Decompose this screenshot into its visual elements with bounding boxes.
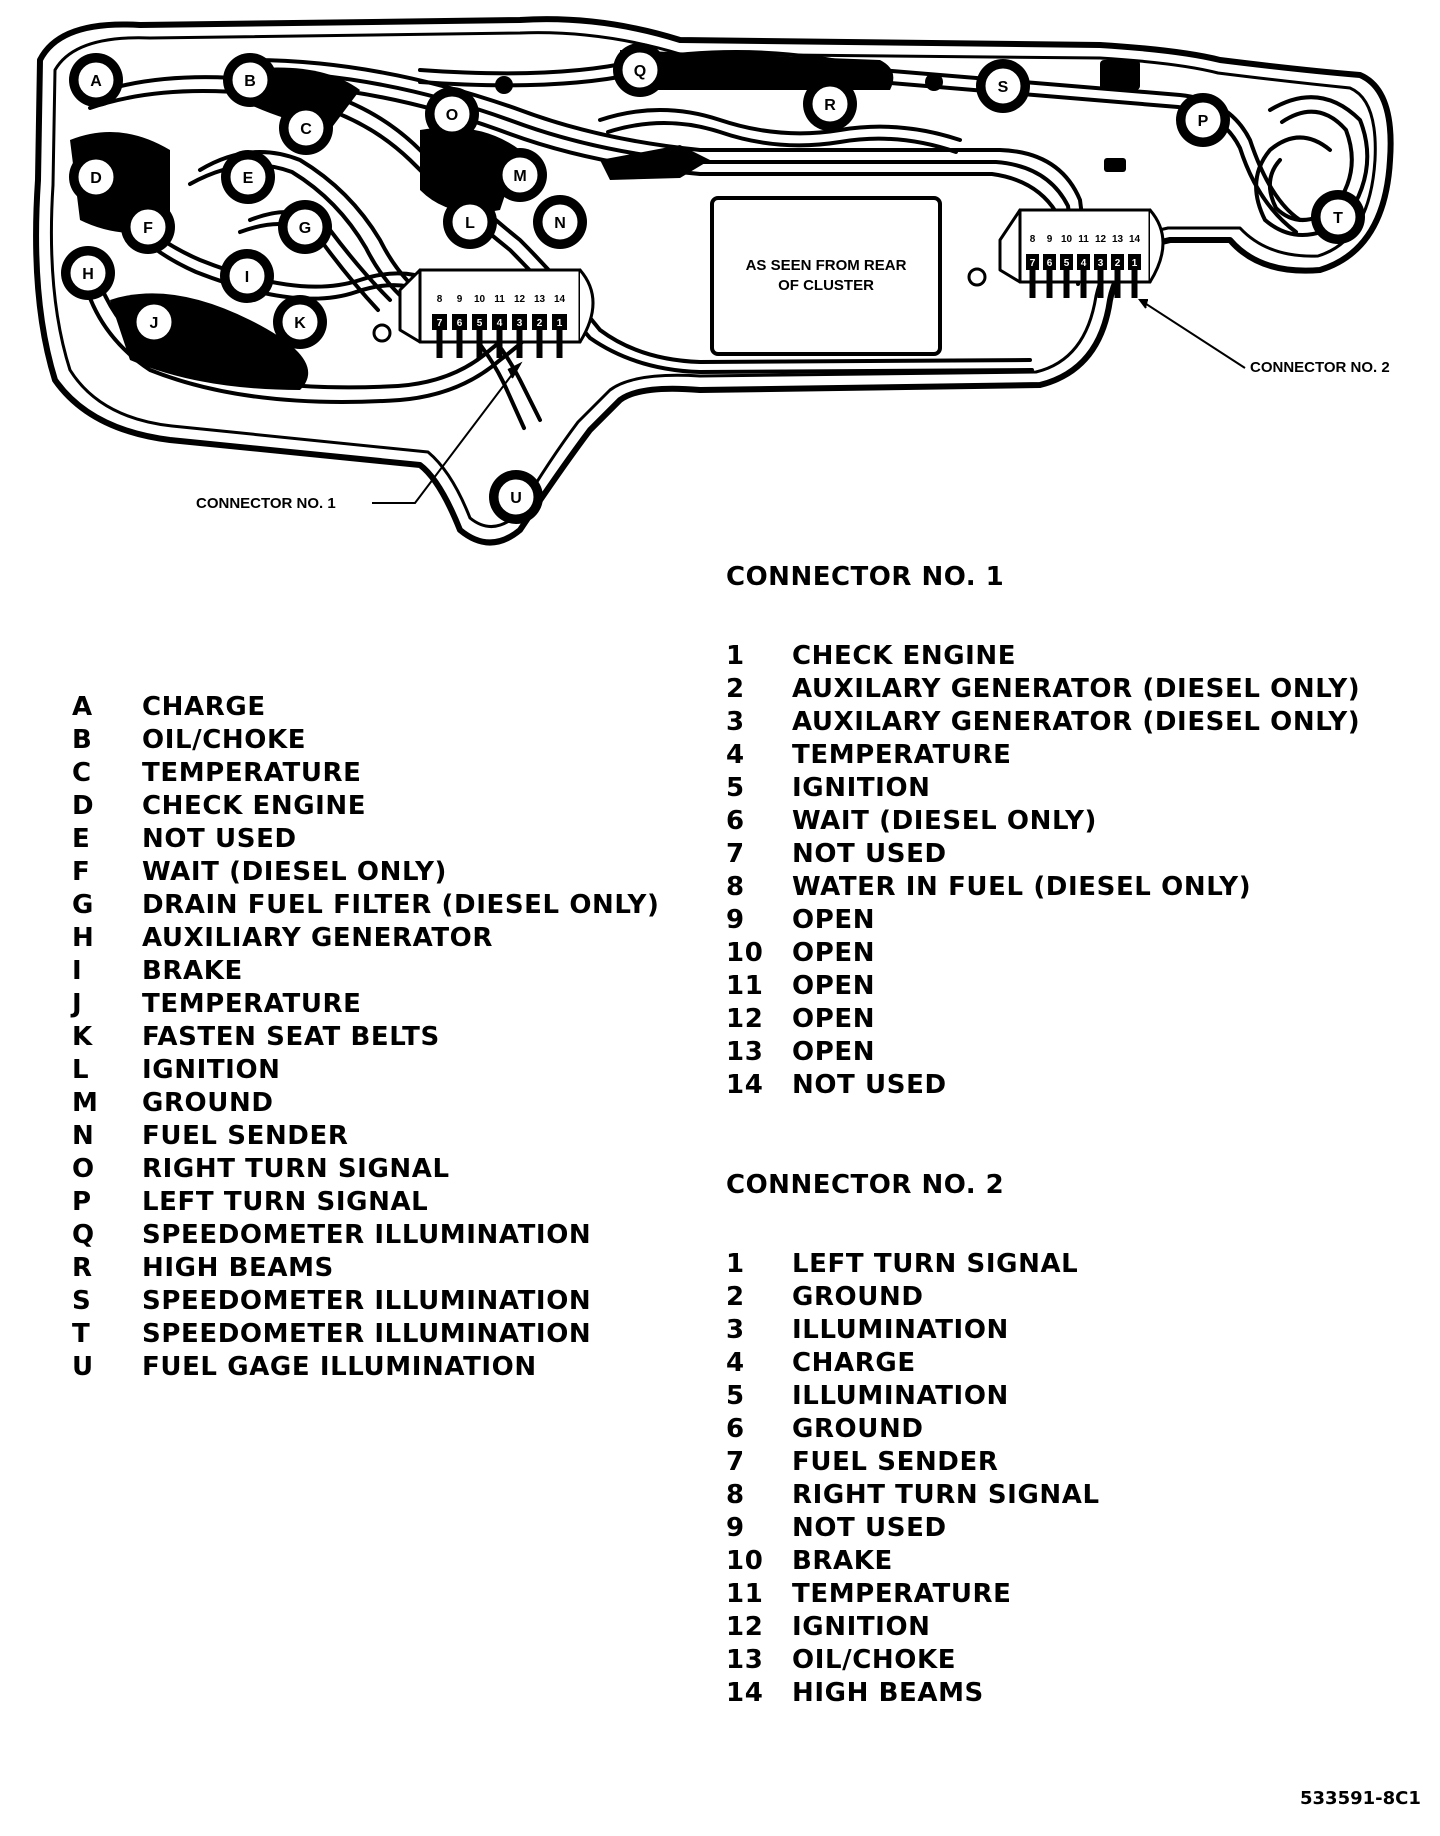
list-item — [72, 1087, 659, 1120]
item-key: E — [72, 824, 91, 854]
list-item — [726, 1413, 1100, 1446]
list-item — [726, 1611, 1100, 1644]
item-key: 8 — [726, 1480, 745, 1510]
item-label: GROUND — [792, 1282, 924, 1312]
item-key: 6 — [726, 1414, 745, 1444]
item-label: HIGH BEAMS — [142, 1253, 334, 1283]
pin-number-top: 13 — [533, 294, 546, 305]
pin-lead — [1030, 270, 1036, 298]
pin-number-top: 14 — [1128, 234, 1141, 245]
connector-2-table — [726, 1170, 1100, 1710]
item-label: OPEN — [792, 1037, 876, 1067]
item-label: IGNITION — [792, 773, 931, 803]
list-item — [726, 1347, 1100, 1380]
connector-2-callout: CONNECTOR NO. 2 — [1250, 359, 1390, 376]
list-item — [72, 1153, 659, 1186]
pin-number-bottom: 4 — [1080, 258, 1087, 269]
bulb-socket — [223, 53, 277, 107]
list-item — [72, 1054, 659, 1087]
item-key: K — [72, 1022, 93, 1052]
item-key: 11 — [726, 971, 764, 1001]
pin-number-top: 12 — [1094, 234, 1107, 245]
list-item — [72, 724, 659, 757]
list-item — [726, 1644, 1100, 1677]
document-id: 533591-8C1 — [1300, 1788, 1421, 1809]
printed-circuit-diagram — [0, 0, 1440, 560]
pin-number-top: 10 — [1060, 234, 1073, 245]
list-item — [72, 856, 659, 889]
connector-1-table — [726, 562, 1360, 1102]
item-key: Q — [72, 1220, 95, 1250]
list-item — [72, 922, 659, 955]
pin-lead — [1064, 270, 1070, 298]
item-key: 6 — [726, 806, 745, 836]
pin-number-bottom: 1 — [556, 318, 563, 329]
item-label: IGNITION — [792, 1612, 931, 1642]
bulb-letter: N — [554, 215, 566, 232]
item-key: G — [72, 890, 94, 920]
item-label: TEMPERATURE — [142, 758, 362, 788]
pin-lead — [477, 330, 483, 358]
item-label: LEFT TURN SIGNAL — [142, 1187, 429, 1217]
item-label: CHARGE — [792, 1348, 916, 1378]
bulb-letter: H — [82, 266, 94, 283]
bulb-letter: F — [143, 220, 153, 237]
item-key: S — [72, 1286, 92, 1316]
pin-number-top: 9 — [456, 294, 463, 305]
bulb-socket — [127, 295, 181, 349]
list-item — [72, 1285, 659, 1318]
bulb-socket — [69, 150, 123, 204]
bulb-socket — [221, 150, 275, 204]
item-key: P — [72, 1187, 92, 1217]
item-key: F — [72, 857, 91, 887]
connector-1-title: CONNECTOR NO. 1 — [726, 562, 1005, 592]
bulb-socket — [61, 246, 115, 300]
list-item — [726, 706, 1360, 739]
list-item — [72, 889, 659, 922]
list-item — [726, 805, 1360, 838]
solid-copper-areas — [70, 50, 1140, 390]
item-label: NOT USED — [792, 839, 947, 869]
pin-lead — [1098, 270, 1104, 298]
bulb-letter: D — [90, 170, 102, 187]
item-key: 7 — [726, 1447, 745, 1477]
item-key: M — [72, 1088, 99, 1118]
bulb-letter: U — [510, 490, 522, 507]
item-key: 9 — [726, 1513, 745, 1543]
bulb-letter: L — [465, 215, 475, 232]
item-key: I — [72, 956, 83, 986]
item-label: OPEN — [792, 938, 876, 968]
list-item — [72, 1120, 659, 1153]
pin-number-bottom: 5 — [1063, 258, 1070, 269]
pin-lead — [1115, 270, 1121, 298]
list-item — [72, 1186, 659, 1219]
item-label: FUEL SENDER — [792, 1447, 999, 1477]
list-item — [726, 1479, 1100, 1512]
item-label: SPEEDOMETER ILLUMINATION — [142, 1319, 592, 1349]
bulb-letter: S — [997, 79, 1009, 96]
list-item — [72, 1219, 659, 1252]
item-key: 3 — [726, 1315, 745, 1345]
pin-number-top: 8 — [1029, 234, 1036, 245]
list-item — [72, 955, 659, 988]
pin-number-bottom: 7 — [436, 318, 443, 329]
item-key: C — [72, 758, 92, 788]
pin-lead — [437, 330, 443, 358]
bulb-socket — [425, 87, 479, 141]
item-key: 5 — [726, 1381, 745, 1411]
pin-lead — [1047, 270, 1053, 298]
pin-number-bottom: 7 — [1029, 258, 1036, 269]
item-key: 2 — [726, 674, 745, 704]
bulb-letter: P — [1197, 113, 1209, 130]
pin-number-top: 11 — [494, 294, 505, 305]
item-key: B — [72, 725, 93, 755]
item-key: J — [72, 989, 83, 1019]
list-item — [72, 988, 659, 1021]
list-item — [726, 1446, 1100, 1479]
item-label: ILLUMINATION — [792, 1381, 1009, 1411]
item-key: 12 — [726, 1612, 764, 1642]
item-label: FUEL GAGE ILLUMINATION — [142, 1352, 537, 1382]
bulb-socket — [273, 295, 327, 349]
bulb-socket — [443, 195, 497, 249]
pin-lead — [1081, 270, 1087, 298]
list-item — [726, 1677, 1100, 1710]
item-label: FUEL SENDER — [142, 1121, 349, 1151]
pin-number-top: 14 — [553, 294, 566, 305]
item-label: SPEEDOMETER ILLUMINATION — [142, 1220, 592, 1250]
item-key: 14 — [726, 1678, 764, 1708]
list-item — [726, 904, 1360, 937]
item-key: 2 — [726, 1282, 745, 1312]
item-label: GROUND — [142, 1088, 274, 1118]
bulb-socket — [533, 195, 587, 249]
list-item — [72, 790, 659, 823]
item-label: HIGH BEAMS — [792, 1678, 984, 1708]
bulb-letter: A — [90, 73, 102, 90]
list-item — [726, 1281, 1100, 1314]
list-item — [72, 823, 659, 856]
bulb-socket — [1176, 93, 1230, 147]
bulb-letter: R — [824, 97, 836, 114]
item-key: 13 — [726, 1037, 764, 1067]
bulb-socket — [976, 59, 1030, 113]
list-item — [72, 1021, 659, 1054]
pin-lead — [1132, 270, 1138, 298]
item-label: BRAKE — [142, 956, 243, 986]
item-key: 10 — [726, 938, 764, 968]
bulb-socket — [220, 249, 274, 303]
item-key: 4 — [726, 1348, 745, 1378]
item-label: OIL/CHOKE — [142, 725, 307, 755]
item-label: WATER IN FUEL (DIESEL ONLY) — [792, 872, 1252, 902]
bulb-socket — [613, 43, 667, 97]
pin-number-bottom: 2 — [1114, 258, 1121, 269]
item-label: DRAIN FUEL FILTER (DIESEL ONLY) — [142, 890, 660, 920]
list-item — [726, 1248, 1100, 1281]
list-item — [726, 1069, 1360, 1102]
pin-number-top: 9 — [1046, 234, 1053, 245]
item-label: TEMPERATURE — [142, 989, 362, 1019]
list-item — [726, 1578, 1100, 1611]
pin-number-bottom: 5 — [476, 318, 483, 329]
pin-number-bottom: 2 — [536, 318, 543, 329]
item-key: 4 — [726, 740, 745, 770]
item-label: CHECK ENGINE — [792, 641, 1017, 671]
item-label: SPEEDOMETER ILLUMINATION — [142, 1286, 592, 1316]
list-item — [72, 1351, 659, 1384]
item-label: RIGHT TURN SIGNAL — [142, 1154, 450, 1184]
item-key: T — [72, 1319, 91, 1349]
bulb-letter: M — [513, 168, 527, 185]
item-key: 7 — [726, 839, 745, 869]
list-item — [72, 1318, 659, 1351]
item-label: OIL/CHOKE — [792, 1645, 957, 1675]
item-label: TEMPERATURE — [792, 740, 1012, 770]
item-label: NOT USED — [142, 824, 297, 854]
bulb-socket — [493, 148, 547, 202]
pin-number-bottom: 1 — [1131, 258, 1138, 269]
bulb-socket — [278, 200, 332, 254]
bulb-legend — [72, 691, 659, 1384]
list-item — [72, 1252, 659, 1285]
item-key: R — [72, 1253, 93, 1283]
item-label: NOT USED — [792, 1513, 947, 1543]
bulb-letter: Q — [633, 63, 647, 80]
item-label: AUXILIARY GENERATOR — [142, 923, 493, 953]
item-label: CHARGE — [142, 692, 266, 722]
bulb-letter: B — [244, 73, 256, 90]
pin-lead — [517, 330, 523, 358]
list-item — [726, 772, 1360, 805]
bulb-letter: C — [300, 121, 312, 138]
list-item — [72, 691, 659, 724]
item-key: 1 — [726, 641, 745, 671]
bulb-socket — [279, 101, 333, 155]
item-key: N — [72, 1121, 95, 1151]
item-key: H — [72, 923, 95, 953]
pin-number-top: 10 — [473, 294, 486, 305]
list-item — [726, 937, 1360, 970]
bulb-letter: E — [242, 170, 254, 187]
item-key: 13 — [726, 1645, 764, 1675]
pin-number-bottom: 6 — [456, 318, 463, 329]
list-item — [726, 673, 1360, 706]
pin-lead — [557, 330, 563, 358]
pin-number-top: 11 — [1078, 234, 1089, 245]
bulb-letter: J — [149, 315, 159, 332]
bulb-letter: O — [445, 107, 459, 124]
bulb-socket — [69, 53, 123, 107]
item-label: WAIT (DIESEL ONLY) — [792, 806, 1097, 836]
item-key: 10 — [726, 1546, 764, 1576]
item-label: NOT USED — [792, 1070, 947, 1100]
bulb-letter: T — [1333, 210, 1343, 227]
rear-note-line-2: OF CLUSTER — [778, 277, 874, 294]
item-label: BRAKE — [792, 1546, 893, 1576]
item-label: GROUND — [792, 1414, 924, 1444]
list-item — [726, 1314, 1100, 1347]
bulb-socket — [489, 470, 543, 524]
pin-number-bottom: 3 — [516, 318, 523, 329]
bulb-letter: K — [294, 315, 306, 332]
pin-lead — [457, 330, 463, 358]
list-item — [726, 640, 1360, 673]
bulb-letter: G — [298, 220, 312, 237]
list-item — [726, 1003, 1360, 1036]
item-key: U — [72, 1352, 94, 1382]
item-key: L — [72, 1055, 90, 1085]
item-key: 9 — [726, 905, 745, 935]
pin-number-bottom: 6 — [1046, 258, 1053, 269]
pin-number-top: 12 — [513, 294, 526, 305]
item-label: TEMPERATURE — [792, 1579, 1012, 1609]
list-item — [726, 739, 1360, 772]
connector-2-title: CONNECTOR NO. 2 — [726, 1170, 1005, 1200]
item-key: 11 — [726, 1579, 764, 1609]
item-label: WAIT (DIESEL ONLY) — [142, 857, 447, 887]
item-key: 5 — [726, 773, 745, 803]
item-label: IGNITION — [142, 1055, 281, 1085]
item-label: OPEN — [792, 971, 876, 1001]
pin-number-bottom: 3 — [1097, 258, 1104, 269]
item-key: 8 — [726, 872, 745, 902]
item-label: FASTEN SEAT BELTS — [142, 1022, 440, 1052]
item-label: OPEN — [792, 1004, 876, 1034]
bulb-socket — [803, 77, 857, 131]
item-label: ILLUMINATION — [792, 1315, 1009, 1345]
item-key: D — [72, 791, 95, 821]
item-label: AUXILARY GENERATOR (DIESEL ONLY) — [792, 707, 1361, 737]
item-label: LEFT TURN SIGNAL — [792, 1249, 1079, 1279]
list-item — [726, 838, 1360, 871]
item-label: RIGHT TURN SIGNAL — [792, 1480, 1100, 1510]
list-item — [726, 970, 1360, 1003]
item-key: O — [72, 1154, 95, 1184]
rear-note-line-1: AS SEEN FROM REAR — [745, 257, 907, 274]
item-key: 3 — [726, 707, 745, 737]
item-key: 14 — [726, 1070, 764, 1100]
list-item — [72, 757, 659, 790]
connector-1-callout: CONNECTOR NO. 1 — [196, 495, 336, 512]
bulb-socket — [121, 200, 175, 254]
item-label: CHECK ENGINE — [142, 791, 367, 821]
list-item — [726, 1036, 1360, 1069]
item-key: 1 — [726, 1249, 745, 1279]
item-label: OPEN — [792, 905, 876, 935]
item-key: 12 — [726, 1004, 764, 1034]
pin-number-bottom: 4 — [496, 318, 503, 329]
bulb-letter: I — [244, 269, 250, 286]
list-item — [726, 1545, 1100, 1578]
list-item — [726, 1512, 1100, 1545]
item-label: AUXILARY GENERATOR (DIESEL ONLY) — [792, 674, 1361, 704]
pin-number-top: 8 — [436, 294, 443, 305]
pin-number-top: 13 — [1111, 234, 1124, 245]
list-item — [726, 1380, 1100, 1413]
bulb-socket — [1311, 190, 1365, 244]
pin-lead — [537, 330, 543, 358]
list-item — [726, 871, 1360, 904]
pin-lead — [497, 330, 503, 358]
item-key: A — [72, 692, 93, 722]
